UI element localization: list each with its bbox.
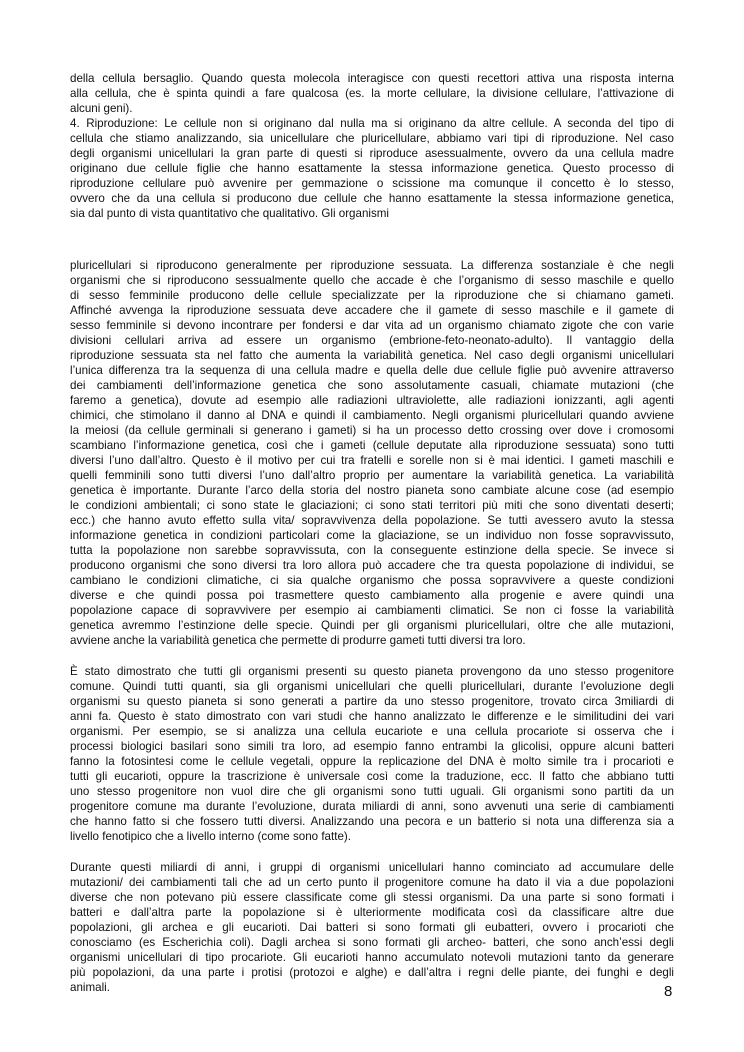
text-line: cellula che stiamo analizzando, sia unicellulare che pluricellulare, abbiamo vari tipi di riproduzione. Nel caso — [70, 132, 674, 145]
text-line: organismi unicellulari di tipo procariote. Gli eucarioti hanno accumulato notevoli mutazioni tanto da generare — [70, 951, 674, 964]
text-line: divisioni cellulari arriva ad essere un organismo (embrione-feto-neonato-adulto). Il vantaggio della — [70, 334, 674, 347]
document-body — [70, 71, 674, 995]
text-line: batteri e dall’altra parte la popolazione si è ulteriormente modificata così da classificare altre due — [70, 906, 674, 919]
text-line: processi biologici basilari sono simili tra loro, ad esempio fanno entrambi la glicolisi, oppure alcuni batteri — [70, 740, 674, 753]
text-line: comune. Quindi tutti quanti, sia gli organismi unicellulari che quelli pluricellulari, durante l’evoluzione degli — [70, 680, 674, 693]
paragraph-evoluzione-popolazioni — [70, 860, 674, 995]
page-number: 8 — [664, 983, 673, 1000]
paragraph-progenitore-comune — [70, 664, 674, 844]
text-line: sia dal punto di vista quantitativo che qualitativo. Gli organismi — [70, 207, 390, 220]
text-line: chimici, che stimolano il danno al DNA e quindi il cambiamento. Negli organismi pluricellulari quando avviene — [70, 409, 674, 422]
text-line: popolazioni, gli archea e gli eucarioti. Dai batteri si sono formati gli eubatteri, ovvero i procarioti che — [70, 921, 674, 934]
text-line: alla cellula, che è spinta quindi a fare qualcosa (es. la morte cellulare, la divisione cellulare, l’attivazione di — [70, 87, 674, 100]
text-line: diverse che non potevano più essere classificate come gli stessi organismi. Da una parte si sono formati i — [70, 891, 674, 904]
paragraph-riproduzione-sessuata — [70, 258, 674, 648]
text-line: riproduzione sessuata sta nel fatto che aumenta la variabilità genetica. Nel caso degli organismi unicellulari — [70, 349, 674, 362]
paragraph-intro-continuation — [70, 71, 674, 116]
page-break-gap — [70, 221, 674, 258]
text-line: fanno la fotosintesi come le cellule vegetali, oppure la replicazione del DNA è molto simile tra i procarioti e — [70, 755, 674, 768]
text-line: riproduzione cellulare può avvenire per gemmazione o scissione ma comunque il concetto è lo stesso, — [70, 177, 674, 190]
text-line: 4. Riproduzione: Le cellule non si originano dal nulla ma si originano da altre cellule. A seconda del tipo di — [70, 117, 674, 130]
text-line: animali. — [70, 981, 110, 994]
text-line: anni fa. Questo è stato dimostrato con vari studi che hanno analizzato le differenze e le similitudini dei vari — [70, 710, 674, 723]
text-line: È stato dimostrato che tutti gli organismi presenti su questo pianeta provengono da uno stesso progenitore — [70, 665, 674, 678]
text-line: conosciamo (es Escherichia coli). Dagli archea si sono formati gli archeo- batteri, che sono anch’essi degli — [70, 936, 674, 949]
text-line: di sesso femminile producono delle cellule specializzate per la riproduzione che si chiamano gameti. — [70, 289, 674, 302]
text-line: avviene anche la variabilità genetica che permette di produrre gameti tutti diversi tra loro. — [70, 634, 526, 647]
text-line: tutta la popolazione non sarebbe sopravvissuta, con la conseguente estinzione della specie. Se invece si — [70, 544, 674, 557]
text-line: uno stesso progenitore non vuol dire che gli organismi sono tutti uguali. Gli organismi sono partiti da un — [70, 785, 674, 798]
text-line: pluricellulari si riproducono generalmente per riproduzione sessuata. La differenza sostanziale è che negli — [70, 259, 674, 272]
text-line: della cellula bersaglio. Quando questa molecola interagisce con questi recettori attiva una risposta interna — [70, 72, 674, 85]
text-line: quelli femminili sono tutti diversi l’uno dall’altro proprio per aumentare la variabilità genetica. La variabilità — [70, 469, 674, 482]
text-line: genetica avremmo l’estinzione delle specie. Quindi per gli organismi pluricellulari, oltre che alle mutazioni, — [70, 619, 674, 632]
text-line: più popolazioni, da una parte i protisi (protozoi e alghe) e dall’altra i regni delle piante, dei funghi e degli — [70, 966, 674, 979]
text-line: scambiano l’informazione genetica, così che i gameti (cellule deputate alla riproduzione sessuata) sono tutti — [70, 439, 674, 452]
text-line: degli organismi unicellulari la gran parte di questi si riproduce asessualmente, ovvero da una cellula madre — [70, 147, 674, 160]
text-line: sesso femminile si devono incontrare per fondersi e dar vita ad un organismo chiamato zigote che con varie — [70, 319, 674, 332]
text-line: tutti gli eucarioti, oppure la trascrizione è universale così come la traduzione, ecc. Il fatto che abbiano tutti — [70, 770, 674, 783]
text-line: faremo a genetica), dovute ad esempio alle radiazioni ultraviolette, alle radiazioni ionizzanti, agli agenti — [70, 394, 674, 407]
paragraph-item-4-riproduzione — [70, 116, 674, 221]
text-line: mutazioni/ dei cambiamenti tali che ad un certo punto il progenitore comune ha dato il via a due popolazioni — [70, 876, 674, 889]
text-line: organismi. Per esempio, se si analizza una cellula eucariote e una cellula procariote si osserva che i — [70, 725, 674, 738]
text-line: la meiosi (da cellule germinali si generano i gameti) si ha un processo detto crossing over dove i cromosomi — [70, 424, 674, 437]
text-line: genetica è importante. Durante l’arco della storia del nostro pianeta sono cambiate alcune cose (ad esempio — [70, 484, 674, 497]
text-line: diversi l’uno dall’altro. Questo è il motivo per cui tra fratelli e sorelle non si è mai identici. I gameti maschili e — [70, 454, 674, 467]
text-line: progenitore comune ma durante l’evoluzione, durata miliardi di anni, sono avvenuti una serie di cambiamenti — [70, 800, 674, 813]
text-line: producono organismi che sono diversi tra loro allora può accadere che tra questa popolazione di individui, se — [70, 559, 674, 572]
text-line: organismi che si riproducono sessualmente quello che accade è che l’organismo di sesso maschile e quello — [70, 274, 674, 287]
text-line: che hanno fatto si che fossero tutti diversi. Analizzando una pecora e un batterio si nota una differenza sia a — [70, 815, 674, 828]
text-line: l’unica differenza tra la sequenza di una cellula madre e quella delle due cellule figlie può avvenire attraverso — [70, 364, 674, 377]
text-line: Durante questi miliardi di anni, i gruppi di organismi unicellulari hanno cominciato ad accumulare delle — [70, 861, 674, 874]
paragraph-gap — [70, 844, 674, 860]
paragraph-gap — [70, 648, 674, 664]
text-line: dei cambiamenti dell’informazione genetica che sono assolutamente casuali, chiamate mutazioni (che — [70, 379, 674, 392]
text-line: organismi su questo pianeta si sono generati a partire da uno stesso progenitore, trovato circa 3miliardi di — [70, 695, 674, 708]
text-line: cambiano le condizioni climatiche, ci sia qualche organismo che possa sopravvivere a queste condizioni — [70, 574, 674, 587]
text-line: informazione genetica in condizioni particolari come la glaciazione, se un individuo non fosse sopravvissuto, — [70, 529, 674, 542]
text-line: le condizioni ambientali; ci sono state le glaciazioni; ci sono stati territori più miti che sono diventati deserti; — [70, 499, 674, 512]
text-line: originano due cellule figlie che hanno esattamente la stessa informazione genetica. Questo processo di — [70, 162, 674, 175]
text-line: alcuni geni). — [70, 102, 133, 115]
text-line: diverse e che quindi possa poi trasmettere questo cambiamento alla progenie e avere quindi una — [70, 589, 674, 602]
text-line: popolazione capace di sopravvivere per esempio ai cambiamenti climatici. Se non ci fosse la variabilità — [70, 604, 674, 617]
text-line: ecc.) che hanno avuto effetto sulla vita/ sopravvivenza della popolazione. Se tutti avessero avuto la stessa — [70, 514, 674, 527]
text-line: ovvero che da una cellula si producono due cellule che hanno esattamente la stessa informazione genetica, — [70, 192, 674, 205]
text-line: livello fenotipico che a livello interno (come sono fatte). — [70, 830, 351, 843]
text-line: Affinché avvenga la riproduzione sessuata deve accadere che il gamete di sesso maschile e il gamete di — [70, 304, 674, 317]
